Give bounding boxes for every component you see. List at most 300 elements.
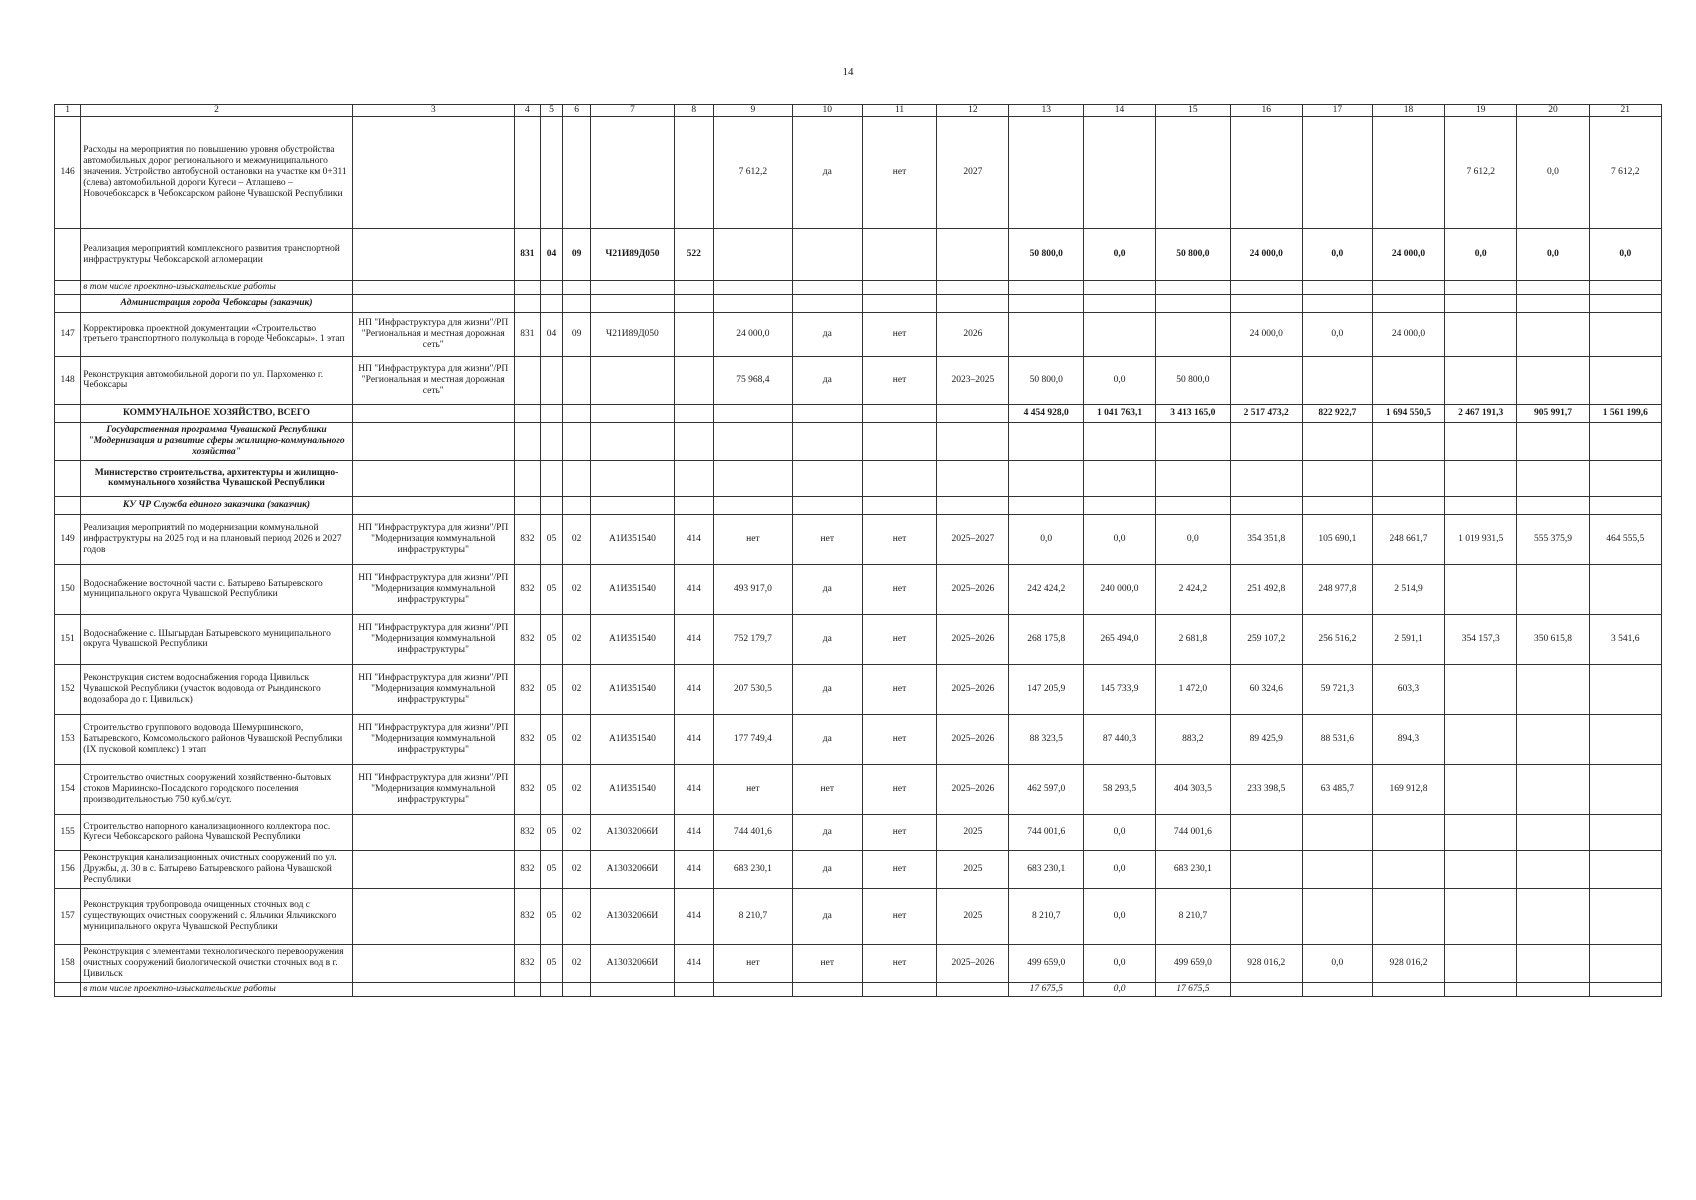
value-cell: 1 019 931,5 bbox=[1445, 514, 1517, 564]
value-cell bbox=[937, 229, 1009, 281]
value-cell: 2025–2026 bbox=[937, 614, 1009, 664]
value-cell bbox=[1445, 814, 1517, 850]
value-cell: нет bbox=[862, 117, 936, 229]
value-cell bbox=[792, 422, 862, 460]
value-cell: А13032066И bbox=[591, 944, 674, 982]
description-cell: Строительство группового водовода Шемуршинского, Батыревского, Комсомольского районов Чувашской Республики (IX пусковой комплекс) 1 этап bbox=[81, 714, 352, 764]
description-cell: в том числе проектно-изыскательские работы bbox=[81, 281, 352, 295]
value-cell: 02 bbox=[562, 614, 590, 664]
row-number-cell: 151 bbox=[55, 614, 81, 664]
value-cell bbox=[674, 460, 713, 496]
value-cell bbox=[1589, 944, 1661, 982]
header-cell: 5 bbox=[541, 105, 563, 117]
value-cell: 493 917,0 bbox=[713, 564, 792, 614]
value-cell: 683 230,1 bbox=[713, 850, 792, 888]
value-cell bbox=[1517, 888, 1589, 944]
description-cell: Корректировка проектной документации «Строительство третьего транспортного полукольца в городе Чебоксары». 1 этап bbox=[81, 312, 352, 356]
value-cell: 63 485,7 bbox=[1302, 764, 1372, 814]
value-cell bbox=[674, 422, 713, 460]
value-cell: нет bbox=[713, 944, 792, 982]
row-number-cell bbox=[55, 281, 81, 295]
value-cell bbox=[514, 281, 540, 295]
value-cell bbox=[541, 422, 563, 460]
value-cell bbox=[1302, 460, 1372, 496]
value-cell bbox=[1230, 294, 1302, 312]
value-cell bbox=[1009, 460, 1083, 496]
value-cell bbox=[1302, 888, 1372, 944]
value-cell: нет bbox=[862, 944, 936, 982]
value-cell: А1И351540 bbox=[591, 714, 674, 764]
value-cell: 145 733,9 bbox=[1083, 664, 1155, 714]
project-cell: НП "Инфраструктура для жизни"/РП "Модернизация коммунальной инфраструктуры" bbox=[352, 764, 514, 814]
value-cell: 04 bbox=[541, 229, 563, 281]
value-cell bbox=[1589, 764, 1661, 814]
row-number-cell bbox=[55, 294, 81, 312]
value-cell bbox=[937, 404, 1009, 422]
value-cell bbox=[1302, 117, 1372, 229]
value-cell bbox=[862, 460, 936, 496]
value-cell bbox=[1156, 281, 1230, 295]
value-cell: А1И351540 bbox=[591, 564, 674, 614]
value-cell: 683 230,1 bbox=[1156, 850, 1230, 888]
value-cell bbox=[1589, 982, 1661, 996]
value-cell: 2025–2026 bbox=[937, 714, 1009, 764]
value-cell: 89 425,9 bbox=[1230, 714, 1302, 764]
value-cell: 50 800,0 bbox=[1009, 356, 1083, 404]
value-cell: 0,0 bbox=[1302, 229, 1372, 281]
value-cell: 1 561 199,6 bbox=[1589, 404, 1661, 422]
row-number-cell: 150 bbox=[55, 564, 81, 614]
value-cell: 883,2 bbox=[1156, 714, 1230, 764]
value-cell: 603,3 bbox=[1372, 664, 1444, 714]
project-cell bbox=[352, 294, 514, 312]
value-cell: 404 303,5 bbox=[1156, 764, 1230, 814]
row-number-cell bbox=[55, 460, 81, 496]
table-row bbox=[55, 294, 1662, 312]
value-cell: А1И351540 bbox=[591, 614, 674, 664]
value-cell bbox=[1589, 312, 1661, 356]
value-cell bbox=[1589, 714, 1661, 764]
value-cell bbox=[1083, 422, 1155, 460]
value-cell bbox=[862, 496, 936, 514]
value-cell: 414 bbox=[674, 714, 713, 764]
value-cell: 414 bbox=[674, 850, 713, 888]
value-cell bbox=[713, 496, 792, 514]
table-row bbox=[55, 312, 1662, 356]
value-cell bbox=[591, 460, 674, 496]
value-cell: 8 210,7 bbox=[1156, 888, 1230, 944]
value-cell: 05 bbox=[541, 714, 563, 764]
value-cell: А1И351540 bbox=[591, 514, 674, 564]
value-cell: А1И351540 bbox=[591, 664, 674, 714]
project-cell bbox=[352, 888, 514, 944]
row-number-cell: 149 bbox=[55, 514, 81, 564]
value-cell: да bbox=[792, 814, 862, 850]
value-cell bbox=[1156, 460, 1230, 496]
value-cell: 464 555,5 bbox=[1589, 514, 1661, 564]
value-cell bbox=[1083, 312, 1155, 356]
value-cell: 832 bbox=[514, 664, 540, 714]
value-cell: нет bbox=[792, 764, 862, 814]
value-cell: нет bbox=[792, 514, 862, 564]
value-cell: 7 612,2 bbox=[1445, 117, 1517, 229]
value-cell bbox=[1517, 294, 1589, 312]
table-row bbox=[55, 514, 1662, 564]
value-cell: 268 175,8 bbox=[1009, 614, 1083, 664]
value-cell bbox=[1009, 294, 1083, 312]
header-cell: 17 bbox=[1302, 105, 1372, 117]
value-cell: 02 bbox=[562, 564, 590, 614]
description-cell: КУ ЧР Служба единого заказчика (заказчик) bbox=[81, 496, 352, 514]
value-cell bbox=[562, 281, 590, 295]
value-cell bbox=[541, 281, 563, 295]
value-cell bbox=[1445, 664, 1517, 714]
value-cell bbox=[1445, 496, 1517, 514]
page-number: 14 bbox=[842, 66, 854, 78]
value-cell: нет bbox=[792, 944, 862, 982]
value-cell: 207 530,5 bbox=[713, 664, 792, 714]
value-cell bbox=[514, 496, 540, 514]
value-cell: 2 467 191,3 bbox=[1445, 404, 1517, 422]
value-cell bbox=[1156, 496, 1230, 514]
description-cell: Реконструкция с элементами технологического перевооружения очистных сооружений биологической очистки сточных вод в г. Цивильск bbox=[81, 944, 352, 982]
value-cell bbox=[1230, 460, 1302, 496]
value-cell: 2023–2025 bbox=[937, 356, 1009, 404]
value-cell bbox=[1589, 422, 1661, 460]
project-cell bbox=[352, 422, 514, 460]
value-cell: 499 659,0 bbox=[1156, 944, 1230, 982]
table-row bbox=[55, 664, 1662, 714]
value-cell bbox=[1517, 422, 1589, 460]
value-cell: 259 107,2 bbox=[1230, 614, 1302, 664]
value-cell: нет bbox=[862, 814, 936, 850]
value-cell bbox=[562, 294, 590, 312]
value-cell bbox=[1372, 281, 1444, 295]
header-cell: 2 bbox=[81, 105, 352, 117]
description-cell: Государственная программа Чувашской Республики "Модернизация и развитие сферы жилищно-коммунального хозяйства" bbox=[81, 422, 352, 460]
value-cell bbox=[1083, 496, 1155, 514]
value-cell bbox=[674, 404, 713, 422]
value-cell bbox=[674, 281, 713, 295]
value-cell: 02 bbox=[562, 714, 590, 764]
value-cell: да bbox=[792, 714, 862, 764]
table-row bbox=[55, 982, 1662, 996]
value-cell bbox=[541, 294, 563, 312]
value-cell bbox=[862, 982, 936, 996]
value-cell: 522 bbox=[674, 229, 713, 281]
value-cell: 242 424,2 bbox=[1009, 564, 1083, 614]
value-cell: 2 591,1 bbox=[1372, 614, 1444, 664]
value-cell bbox=[1230, 117, 1302, 229]
value-cell: 17 675,5 bbox=[1156, 982, 1230, 996]
value-cell: нет bbox=[862, 888, 936, 944]
value-cell: 02 bbox=[562, 888, 590, 944]
value-cell: 414 bbox=[674, 888, 713, 944]
value-cell bbox=[1156, 117, 1230, 229]
value-cell: 147 205,9 bbox=[1009, 664, 1083, 714]
project-cell bbox=[352, 944, 514, 982]
value-cell: 265 494,0 bbox=[1083, 614, 1155, 664]
value-cell bbox=[1372, 982, 1444, 996]
description-cell: Водоснабжение с. Шыгырдан Батыревского муниципального округа Чувашской Республики bbox=[81, 614, 352, 664]
value-cell: 05 bbox=[541, 850, 563, 888]
value-cell bbox=[591, 117, 674, 229]
description-cell: Реконструкция систем водоснабжения города Цивильск Чувашской Республики (участок водовода от Рындинского водозабора до г. Цивильск) bbox=[81, 664, 352, 714]
value-cell: 2025 bbox=[937, 888, 1009, 944]
value-cell: 02 bbox=[562, 764, 590, 814]
value-cell: 248 977,8 bbox=[1302, 564, 1372, 614]
row-number-cell: 148 bbox=[55, 356, 81, 404]
value-cell bbox=[1445, 944, 1517, 982]
value-cell: 354 157,3 bbox=[1445, 614, 1517, 664]
value-cell: 4 454 928,0 bbox=[1009, 404, 1083, 422]
project-cell bbox=[352, 982, 514, 996]
value-cell bbox=[514, 404, 540, 422]
value-cell bbox=[713, 982, 792, 996]
value-cell: 555 375,9 bbox=[1517, 514, 1589, 564]
value-cell bbox=[713, 294, 792, 312]
value-cell bbox=[1230, 814, 1302, 850]
value-cell bbox=[1445, 850, 1517, 888]
value-cell: 7 612,2 bbox=[713, 117, 792, 229]
table-row bbox=[55, 764, 1662, 814]
value-cell: да bbox=[792, 888, 862, 944]
value-cell: 2 681,8 bbox=[1156, 614, 1230, 664]
value-cell bbox=[792, 982, 862, 996]
value-cell: 8 210,7 bbox=[1009, 888, 1083, 944]
value-cell: 414 bbox=[674, 944, 713, 982]
value-cell: 2026 bbox=[937, 312, 1009, 356]
value-cell bbox=[1156, 294, 1230, 312]
value-cell bbox=[1589, 294, 1661, 312]
description-cell: Расходы на мероприятия по повышению уровня обустройства автомобильных дорог регионального и межмуниципального значения. Устройство автобусной остановки на участке км 0+311 (слева) автомобильной дороги Кугеси – Атлашево – Новочебоксарск в Чебоксарском районе Чувашской Республики bbox=[81, 117, 352, 229]
value-cell bbox=[713, 404, 792, 422]
value-cell bbox=[674, 496, 713, 514]
value-cell: 2025–2026 bbox=[937, 664, 1009, 714]
value-cell: 414 bbox=[674, 814, 713, 850]
value-cell: 832 bbox=[514, 564, 540, 614]
value-cell: 169 912,8 bbox=[1372, 764, 1444, 814]
value-cell: 832 bbox=[514, 614, 540, 664]
header-cell: 4 bbox=[514, 105, 540, 117]
value-cell bbox=[1156, 312, 1230, 356]
value-cell: 02 bbox=[562, 814, 590, 850]
value-cell: 240 000,0 bbox=[1083, 564, 1155, 614]
value-cell: 17 675,5 bbox=[1009, 982, 1083, 996]
value-cell: нет bbox=[862, 356, 936, 404]
value-cell bbox=[562, 117, 590, 229]
value-cell: 2025 bbox=[937, 814, 1009, 850]
value-cell: 2025–2026 bbox=[937, 764, 1009, 814]
value-cell bbox=[1517, 714, 1589, 764]
value-cell bbox=[937, 496, 1009, 514]
value-cell: 0,0 bbox=[1517, 117, 1589, 229]
value-cell: 0,0 bbox=[1009, 514, 1083, 564]
value-cell bbox=[1230, 281, 1302, 295]
table-header bbox=[55, 105, 1662, 117]
value-cell bbox=[1517, 764, 1589, 814]
row-number-cell: 157 bbox=[55, 888, 81, 944]
value-cell bbox=[541, 356, 563, 404]
value-cell: 05 bbox=[541, 614, 563, 664]
value-cell bbox=[792, 294, 862, 312]
value-cell bbox=[1230, 888, 1302, 944]
value-cell bbox=[1372, 814, 1444, 850]
value-cell: да bbox=[792, 614, 862, 664]
row-number-cell: 156 bbox=[55, 850, 81, 888]
value-cell: 414 bbox=[674, 614, 713, 664]
value-cell: 0,0 bbox=[1083, 888, 1155, 944]
value-cell bbox=[591, 404, 674, 422]
value-cell: 2 514,9 bbox=[1372, 564, 1444, 614]
value-cell bbox=[1302, 982, 1372, 996]
row-number-cell: 155 bbox=[55, 814, 81, 850]
value-cell: 2025 bbox=[937, 850, 1009, 888]
value-cell bbox=[1445, 982, 1517, 996]
value-cell bbox=[937, 294, 1009, 312]
header-cell: 3 bbox=[352, 105, 514, 117]
row-number-cell: 146 bbox=[55, 117, 81, 229]
value-cell bbox=[1445, 422, 1517, 460]
table-row bbox=[55, 117, 1662, 229]
value-cell: 744 001,6 bbox=[1156, 814, 1230, 850]
table-row bbox=[55, 888, 1662, 944]
value-cell bbox=[591, 281, 674, 295]
value-cell bbox=[1302, 356, 1372, 404]
value-cell bbox=[1445, 714, 1517, 764]
header-cell: 9 bbox=[713, 105, 792, 117]
value-cell: Ч21И89Д050 bbox=[591, 229, 674, 281]
value-cell: 177 749,4 bbox=[713, 714, 792, 764]
value-cell: 499 659,0 bbox=[1009, 944, 1083, 982]
value-cell: 2025–2026 bbox=[937, 564, 1009, 614]
description-cell: Реконструкция автомобильной дороги по ул. Пархоменко г. Чебоксары bbox=[81, 356, 352, 404]
value-cell: А13032066И bbox=[591, 814, 674, 850]
table-row bbox=[55, 356, 1662, 404]
value-cell bbox=[1517, 850, 1589, 888]
value-cell: 0,0 bbox=[1083, 356, 1155, 404]
value-cell: 350 615,8 bbox=[1517, 614, 1589, 664]
value-cell: 832 bbox=[514, 944, 540, 982]
value-cell: 58 293,5 bbox=[1083, 764, 1155, 814]
value-cell: 832 bbox=[514, 764, 540, 814]
header-cell: 20 bbox=[1517, 105, 1589, 117]
table-row bbox=[55, 714, 1662, 764]
value-cell: 744 401,6 bbox=[713, 814, 792, 850]
value-cell bbox=[1445, 281, 1517, 295]
header-cell: 14 bbox=[1083, 105, 1155, 117]
value-cell: 414 bbox=[674, 514, 713, 564]
value-cell: да bbox=[792, 664, 862, 714]
value-cell bbox=[541, 982, 563, 996]
value-cell bbox=[1445, 460, 1517, 496]
description-cell: Министерство строительства, архитектуры и жилищно-коммунального хозяйства Чувашской Республики bbox=[81, 460, 352, 496]
value-cell bbox=[1302, 496, 1372, 514]
value-cell: 832 bbox=[514, 714, 540, 764]
value-cell bbox=[1009, 281, 1083, 295]
value-cell: 2025–2026 bbox=[937, 944, 1009, 982]
value-cell: 24 000,0 bbox=[1230, 312, 1302, 356]
value-cell bbox=[937, 982, 1009, 996]
header-cell: 18 bbox=[1372, 105, 1444, 117]
value-cell bbox=[562, 982, 590, 996]
value-cell: 75 968,4 bbox=[713, 356, 792, 404]
value-cell: 05 bbox=[541, 514, 563, 564]
header-cell: 16 bbox=[1230, 105, 1302, 117]
value-cell: нет bbox=[862, 714, 936, 764]
description-cell: КОММУНАЛЬНОЕ ХОЗЯЙСТВО, ВСЕГО bbox=[81, 404, 352, 422]
description-cell: Строительство напорного канализационного коллектора пос. Кугеси Чебоксарского района Чувашской Республики bbox=[81, 814, 352, 850]
value-cell bbox=[1445, 564, 1517, 614]
value-cell: 233 398,5 bbox=[1230, 764, 1302, 814]
project-cell bbox=[352, 850, 514, 888]
value-cell: 02 bbox=[562, 944, 590, 982]
value-cell: 414 bbox=[674, 664, 713, 714]
value-cell: 05 bbox=[541, 664, 563, 714]
value-cell: 02 bbox=[562, 850, 590, 888]
table-row bbox=[55, 496, 1662, 514]
row-number-cell bbox=[55, 982, 81, 996]
value-cell bbox=[792, 281, 862, 295]
value-cell bbox=[1009, 422, 1083, 460]
description-cell: Строительство очистных сооружений хозяйственно-бытовых стоков Мариинско-Посадского городского поселения производительностью 750 куб.м/сут. bbox=[81, 764, 352, 814]
value-cell: да bbox=[792, 117, 862, 229]
value-cell: 0,0 bbox=[1302, 312, 1372, 356]
value-cell bbox=[514, 117, 540, 229]
value-cell: 50 800,0 bbox=[1156, 356, 1230, 404]
value-cell bbox=[541, 404, 563, 422]
value-cell: да bbox=[792, 356, 862, 404]
project-cell bbox=[352, 404, 514, 422]
value-cell bbox=[1156, 422, 1230, 460]
description-cell: Реконструкция канализационных очистных сооружений по ул. Дружбы, д. 30 в с. Батырево Батыревского района Чувашской Республики bbox=[81, 850, 352, 888]
value-cell: 462 597,0 bbox=[1009, 764, 1083, 814]
value-cell bbox=[713, 460, 792, 496]
value-cell: 1 694 550,5 bbox=[1372, 404, 1444, 422]
header-cell: 10 bbox=[792, 105, 862, 117]
value-cell: 0,0 bbox=[1083, 944, 1155, 982]
table-row bbox=[55, 460, 1662, 496]
value-cell bbox=[862, 281, 936, 295]
project-cell: НП "Инфраструктура для жизни"/РП "Модернизация коммунальной инфраструктуры" bbox=[352, 564, 514, 614]
value-cell bbox=[591, 422, 674, 460]
value-cell bbox=[514, 294, 540, 312]
value-cell bbox=[514, 422, 540, 460]
value-cell: 2025–2027 bbox=[937, 514, 1009, 564]
value-cell bbox=[1083, 460, 1155, 496]
value-cell bbox=[1445, 312, 1517, 356]
value-cell bbox=[1230, 982, 1302, 996]
project-cell bbox=[352, 117, 514, 229]
value-cell bbox=[1372, 422, 1444, 460]
value-cell bbox=[1009, 496, 1083, 514]
value-cell bbox=[1517, 564, 1589, 614]
value-cell bbox=[1372, 294, 1444, 312]
value-cell: А1И351540 bbox=[591, 764, 674, 814]
value-cell: 683 230,1 bbox=[1009, 850, 1083, 888]
value-cell bbox=[1083, 294, 1155, 312]
table-row bbox=[55, 614, 1662, 664]
table-row bbox=[55, 564, 1662, 614]
value-cell: 0,0 bbox=[1083, 982, 1155, 996]
value-cell: 05 bbox=[541, 764, 563, 814]
value-cell: 3 413 165,0 bbox=[1156, 404, 1230, 422]
value-cell: 832 bbox=[514, 888, 540, 944]
value-cell: 2027 bbox=[937, 117, 1009, 229]
value-cell bbox=[1589, 814, 1661, 850]
value-cell: нет bbox=[713, 514, 792, 564]
value-cell: 09 bbox=[562, 312, 590, 356]
